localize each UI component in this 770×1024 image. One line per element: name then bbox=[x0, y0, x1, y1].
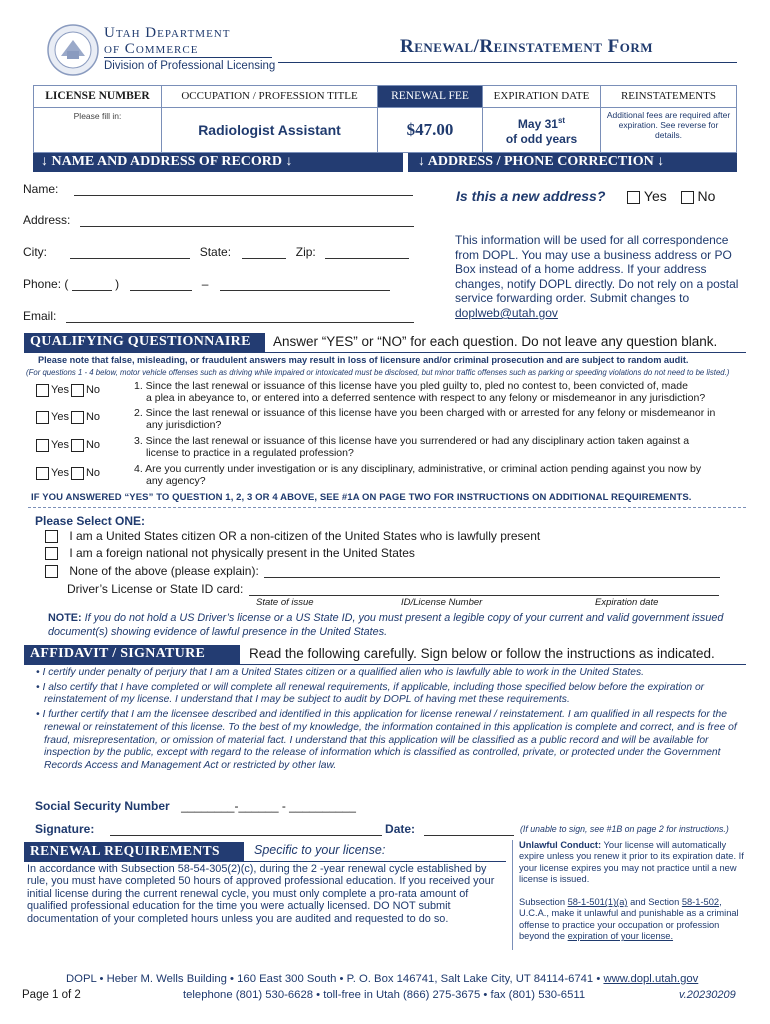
questionnaire-sub-note: (For questions 1 - 4 below, motor vehicle offenses such as driving while impaired or intoxicated must be disclosed, but minor traffic offenses such as parking or speeding violations do not need to be listed.) bbox=[26, 368, 730, 377]
question-answer bbox=[36, 467, 100, 480]
unlawful-conduct-text: Your license will automatically expire unless you renew it prior to its expiration date. If your license expires you may not practice until a new license is issued. bbox=[519, 840, 744, 884]
foreign-national-checkbox[interactable] bbox=[45, 547, 58, 560]
city-label: City: bbox=[23, 245, 47, 259]
new-address-no-label: No bbox=[697, 188, 716, 204]
zip-input[interactable] bbox=[325, 245, 409, 259]
state-seal-logo bbox=[47, 24, 99, 76]
ssn-row bbox=[35, 799, 356, 813]
name-address-bar bbox=[33, 153, 403, 172]
address-label: Address: bbox=[23, 213, 71, 227]
statute-text-1: Subsection bbox=[519, 897, 565, 908]
questionnaire-rule bbox=[24, 352, 746, 353]
license-number-field[interactable] bbox=[34, 108, 162, 153]
name-row bbox=[23, 182, 413, 196]
unlawful-conduct bbox=[519, 840, 750, 885]
id-card-input[interactable] bbox=[249, 583, 719, 596]
question-line1: 2. Since the last renewal or issuance of this license have you been charged with or arrested for any felony or misdemeanor in bbox=[134, 407, 716, 419]
affidavit-title: AFFIDAVIT / SIGNATURE bbox=[30, 646, 206, 661]
affidavit-bullet-2: I also certify that I have completed or will complete all renewal requirements, if applicable, including those specified below before the expiration or reinstatement of my license. I understand that I may be subject to audit by DOPL of having met these requirements. bbox=[42, 681, 705, 706]
email-label: Email: bbox=[23, 309, 57, 323]
question-line1: 1. Since the last renewal or issuance of this license have you pled guilty to, pled no contest to, been convicted of, made bbox=[134, 380, 688, 392]
none-above-label: None of the above (please explain): bbox=[69, 564, 259, 578]
date-label: Date: bbox=[385, 822, 416, 836]
name-address-heading: ↓ NAME AND ADDRESS OF RECORD ↓ bbox=[41, 154, 293, 169]
lawful-presence-note bbox=[48, 612, 738, 639]
affidavit-bar bbox=[24, 645, 240, 664]
phone-row bbox=[23, 277, 390, 291]
questionnaire-title: QUALIFYING QUESTIONNAIRE bbox=[30, 334, 251, 349]
question-row bbox=[36, 435, 736, 461]
question-yes-checkbox[interactable] bbox=[36, 467, 49, 480]
question-text bbox=[134, 435, 734, 459]
new-address-info-text: This information will be used for all correspondence from DOPL. You may use a business address or PO Box instead of a home address. If your address changes, notify DOPL directly. Do not rely on a postal service forwarding order. Submit changes to bbox=[455, 233, 739, 306]
question-yes-checkbox[interactable] bbox=[36, 439, 49, 452]
col-expiration: EXPIRATION DATE bbox=[483, 86, 601, 108]
footer-phones: telephone (801) 530-6628 • toll-free in Utah (866) 275-3675 • fax (801) 530-6511 bbox=[183, 989, 586, 1001]
citizenship-option-3 bbox=[45, 564, 720, 578]
renewal-requirements-subtitle: Specific to your license: bbox=[254, 843, 386, 857]
division-name: Division of Professional Licensing bbox=[104, 60, 276, 72]
statute-text bbox=[519, 897, 750, 942]
question-no-checkbox[interactable] bbox=[71, 467, 84, 480]
question-no-label: No bbox=[85, 411, 101, 424]
question-line2: any jurisdiction? bbox=[146, 419, 222, 431]
question-line2: license to practice in a regulated profession? bbox=[146, 447, 354, 459]
website-link[interactable]: www.dopl.utah.gov bbox=[603, 973, 699, 985]
affidavit-bullet-1: I certify under penalty of perjury that I am a United States citizen or a qualified alien who is lawfully able to work in the United States. bbox=[42, 667, 645, 678]
footer-address bbox=[66, 973, 698, 985]
statute-link-502[interactable]: 58-1-502 bbox=[681, 897, 720, 908]
affidavit-list bbox=[32, 667, 748, 775]
id-card-label: Driver’s License or State ID card: bbox=[67, 582, 244, 596]
question-no-checkbox[interactable] bbox=[71, 439, 84, 452]
ssn-input[interactable]: ________-______ - __________ bbox=[181, 799, 356, 813]
question-yes-label: Yes bbox=[51, 439, 69, 452]
note-label: NOTE: bbox=[48, 612, 82, 624]
reinstatement-note: Additional fees are required after expiration. See reverse for details. bbox=[601, 108, 737, 153]
explain-input[interactable] bbox=[264, 565, 720, 578]
question-answer bbox=[36, 384, 100, 397]
col-reinstatements: REINSTATEMENTS bbox=[601, 86, 737, 108]
phone-area-input[interactable] bbox=[72, 277, 112, 291]
statute-text-3: , U.C.A., make it unlawful and punishable as a criminal offense to practice your occupation or profession beyond the bbox=[519, 897, 739, 942]
email-input[interactable] bbox=[66, 309, 414, 323]
unlawful-conduct-title: Unlawful Conduct: bbox=[519, 840, 602, 850]
name-input[interactable] bbox=[74, 182, 413, 196]
renewal-requirements-text: In accordance with Subsection 58-54-305(2)(c), during the 2 -year renewal cycle established by rule, you must have completed 50 hours of approved professional education. If you received your initial license during the current renewal cycle, you must only complete a pro-rata amount of qualified professional education for the time you were actually licensed. DO NOT submit documentation of your completed hours unless you are audited and requested to do so. bbox=[27, 863, 495, 925]
zip-label: Zip: bbox=[295, 245, 316, 259]
date-input[interactable] bbox=[424, 823, 514, 836]
citizen-label: I am a United States citizen OR a non-citizen of the United States who is lawfully present bbox=[69, 529, 541, 543]
expiration-link[interactable]: expiration of your license. bbox=[567, 931, 674, 942]
question-text bbox=[134, 380, 734, 404]
city-row bbox=[23, 245, 409, 259]
citizenship-title: Please Select ONE: bbox=[35, 514, 146, 528]
address-correction-bar bbox=[408, 153, 737, 172]
address-input[interactable] bbox=[80, 213, 414, 227]
page-number: Page 1 of 2 bbox=[22, 989, 81, 1001]
question-text bbox=[134, 407, 734, 431]
footer-address-text: DOPL • Heber M. Wells Building • 160 East 300 South • P. O. Box 146741, Salt Lake City, UT 84114-6741 • bbox=[66, 973, 601, 985]
address-correction-heading: ↓ ADDRESS / PHONE CORRECTION ↓ bbox=[418, 154, 665, 169]
occupation-value: Radiologist Assistant bbox=[162, 108, 378, 153]
renewal-requirements-title: RENEWAL REQUIREMENTS bbox=[30, 843, 220, 858]
affidavit-rule bbox=[24, 664, 746, 665]
question-answer bbox=[36, 439, 100, 452]
agency-name bbox=[104, 25, 230, 57]
note-text: If you do not hold a US Driver’s license or a US State ID, you must present a legible copy of your current and valid government issued document(s) showing evidence of lawful presence in the United States. bbox=[48, 612, 724, 638]
expiration-value bbox=[483, 108, 601, 153]
statute-link-501[interactable]: 58-1-501(1)(a) bbox=[567, 897, 628, 908]
dopl-email-link[interactable]: doplweb@utah.gov bbox=[455, 305, 558, 320]
id-number-caption: ID/License Number bbox=[401, 597, 483, 608]
phone-prefix-input[interactable] bbox=[130, 277, 192, 291]
question-row bbox=[36, 463, 736, 489]
col-fee: RENEWAL FEE bbox=[378, 86, 483, 108]
followup-rule bbox=[28, 507, 746, 508]
state-input[interactable] bbox=[242, 245, 286, 259]
question-line1: 4. Are you currently under investigation or is any disciplinary, administrative, or criminal action pending against you now by bbox=[134, 463, 702, 475]
foreign-national-label: I am a foreign national not physically present in the United States bbox=[69, 546, 415, 560]
fee-value: $47.00 bbox=[378, 108, 483, 153]
col-license-number: LICENSE NUMBER bbox=[34, 86, 162, 108]
state-label: State: bbox=[199, 245, 232, 259]
question-no-label: No bbox=[85, 439, 101, 452]
name-label: Name: bbox=[23, 182, 59, 196]
phone-label: Phone: ( bbox=[23, 277, 69, 291]
question-no-checkbox[interactable] bbox=[71, 384, 84, 397]
questionnaire-warning: Please note that false, misleading, or fraudulent answers may result in loss of licensure and/or criminal prosecution and are subject to random audit. bbox=[38, 355, 689, 365]
new-address-no-checkbox[interactable] bbox=[681, 191, 694, 204]
question-yes-checkbox[interactable] bbox=[36, 411, 49, 424]
question-row bbox=[36, 380, 736, 406]
question-row bbox=[36, 407, 736, 433]
state-of-issue-caption: State of issue bbox=[256, 597, 314, 608]
new-address-yes-label: Yes bbox=[643, 188, 667, 204]
questionnaire-bar bbox=[24, 333, 265, 352]
phone-dash: – bbox=[201, 277, 209, 291]
citizen-checkbox[interactable] bbox=[45, 530, 58, 543]
question-line2: any agency? bbox=[146, 475, 206, 487]
expiration-sup: st bbox=[557, 116, 566, 125]
expiration-line2: of odd years bbox=[505, 132, 578, 146]
question-no-label: No bbox=[85, 467, 101, 480]
expiration-caption: Expiration date bbox=[595, 597, 659, 608]
renewal-requirements-bar bbox=[24, 842, 244, 861]
unable-to-sign-note: (If unable to sign, see #1B on page 2 for instructions.) bbox=[520, 824, 729, 834]
citizenship-option-1 bbox=[45, 529, 540, 543]
signature-row bbox=[35, 822, 514, 836]
new-address-question: Is this a new address? bbox=[456, 188, 606, 204]
statute-text-2: and Section bbox=[630, 897, 680, 908]
affidavit-instruction: Read the following carefully. Sign below or follow the instructions as indicated. bbox=[249, 646, 715, 661]
city-input[interactable] bbox=[70, 245, 190, 259]
question-answer bbox=[36, 411, 100, 424]
form-title: Renewal/Reinstatement Form bbox=[400, 36, 654, 57]
question-yes-label: Yes bbox=[51, 411, 69, 424]
expiration-line1: May 31 bbox=[517, 117, 558, 131]
phone-line-input[interactable] bbox=[220, 277, 390, 291]
license-info-table bbox=[33, 85, 737, 153]
new-address-info bbox=[455, 233, 751, 321]
question-line1: 3. Since the last renewal or issuance of this license have you surrendered or had any disciplinary action taken against a bbox=[134, 435, 690, 447]
phone-close: ) bbox=[115, 277, 120, 291]
new-address-yes-checkbox[interactable] bbox=[627, 191, 640, 204]
questionnaire-followup: IF YOU ANSWERED “YES” TO QUESTION 1, 2, 3 OR 4 ABOVE, SEE #1A ON PAGE TWO FOR INSTRUCTIONS ON ADDITIONAL REQUIREMENTS. bbox=[31, 492, 692, 503]
email-row bbox=[23, 309, 414, 323]
id-card-row bbox=[67, 582, 719, 596]
signature-label: Signature: bbox=[35, 822, 95, 836]
question-yes-label: Yes bbox=[51, 384, 69, 397]
affidavit-item: • I further certify that I am the licensee described and identified in this application for license renewal / reinstatement. I am qualified in all respects for the renewal or reinstatement of this license. To the best of my knowledge, the information contained in this application is complete and correct, and is free of fraud, misrepresentation, or omission of material fact. I understand that this application will be classified as a public record and will be available for inspection by the public, except with regard to the release of information which is classified as controlled, private, or protected under the Government Records Access and Management Act or restricted by other law. bbox=[36, 709, 737, 771]
question-line2: a plea in abeyance to, or entered into a deferred sentence with respect to any felony or misdemeanor in any jurisdiction? bbox=[146, 392, 706, 404]
question-yes-label: Yes bbox=[51, 467, 69, 480]
question-no-checkbox[interactable] bbox=[71, 411, 84, 424]
none-above-checkbox[interactable] bbox=[45, 565, 58, 578]
unlawful-conduct-box bbox=[512, 840, 750, 950]
ssn-label: Social Security Number bbox=[35, 799, 170, 813]
signature-input[interactable] bbox=[110, 823, 382, 836]
license-placeholder: Please fill in: bbox=[73, 111, 122, 121]
questionnaire-instruction: Answer “YES” or “NO” for each question. Do not leave any question blank. bbox=[273, 334, 718, 349]
agency-divider bbox=[104, 57, 272, 58]
form-version: v.20230209 bbox=[679, 989, 736, 1001]
address-row bbox=[23, 213, 414, 227]
question-text bbox=[134, 463, 734, 487]
agency-line2: of Commerce bbox=[104, 41, 199, 57]
affidavit-item: • I also certify that I have completed or will complete all renewal requirements, if applicable, including those specified below before the expiration or reinstatement of my license. I understand that I may be subject to audit by DOPL of having met these requirements. bbox=[36, 681, 705, 706]
affidavit-bullet-3: I further certify that I am the licensee described and identified in this application for license renewal / reinstatement. I am qualified in all respects for the renewal or reinstatement of this license. To the best of my knowledge, the information contained in this application is complete and correct, and is free of fraud, misrepresentation, or omission of material fact. I understand that this application will be classified as a public record and will be available for inspection by the public, except with regard to the release of information which is classified as controlled, private, or protected under the Government Records Access and Management Act or restricted by other law. bbox=[42, 709, 737, 771]
renewal-subtitle-rule bbox=[24, 861, 506, 862]
question-no-label: No bbox=[85, 384, 101, 397]
title-rule bbox=[278, 62, 737, 63]
col-occupation: OCCUPATION / PROFESSION TITLE bbox=[162, 86, 378, 108]
affidavit-item: • I certify under penalty of perjury that I am a United States citizen or a qualified alien who is lawfully able to work in the United States. bbox=[36, 667, 645, 678]
citizenship-option-2 bbox=[45, 546, 415, 560]
agency-line1: Utah Department bbox=[104, 25, 231, 41]
question-yes-checkbox[interactable] bbox=[36, 384, 49, 397]
new-address-row bbox=[456, 188, 715, 204]
